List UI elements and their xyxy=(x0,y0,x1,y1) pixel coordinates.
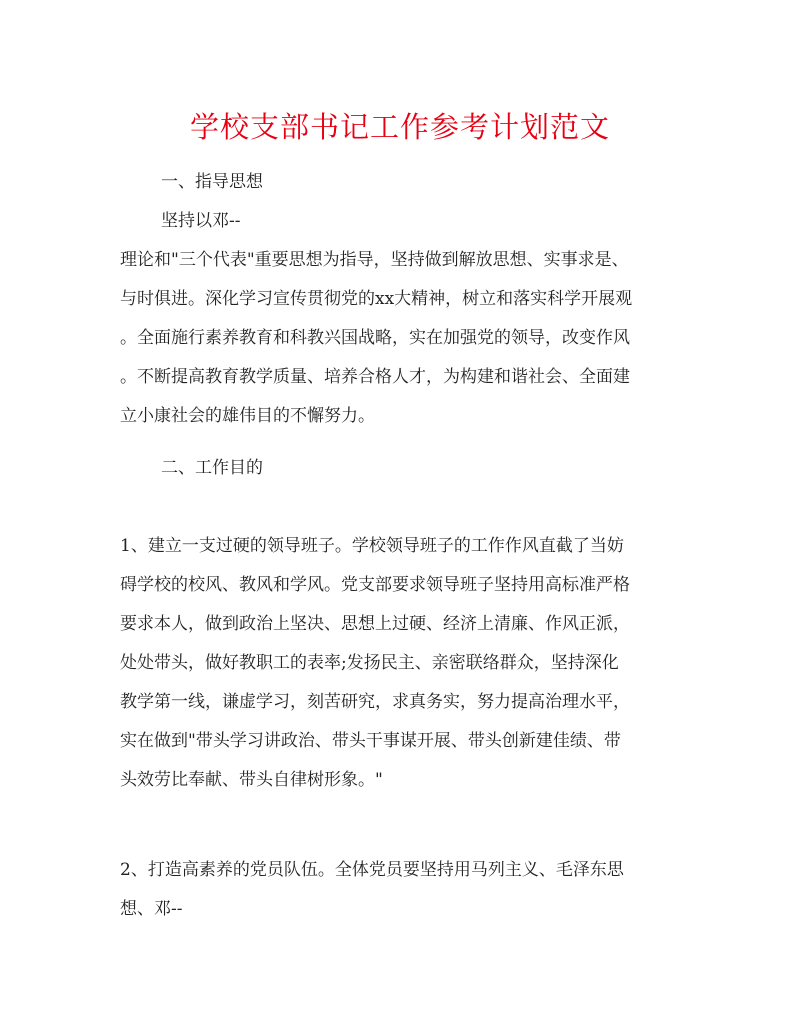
section-heading-work-goals: 二、工作目的 xyxy=(161,458,263,478)
paragraph-line: 想、邓-- xyxy=(120,899,183,919)
paragraph-line: 2、打造高素养的党员队伍。全体党员要坚持用马列主义、毛泽东思 xyxy=(120,860,624,880)
paragraph-line: 1、建立一支过硬的领导班子。学校领导班子的工作作风直截了当妨 xyxy=(120,536,624,556)
paragraph-line: 实在做到"带头学习讲政治、带头干事谋开展、带头创新建佳绩、带 xyxy=(120,731,621,751)
paragraph-line: 教学第一线，谦虚学习，刻苦研究，求真务实，努力提高治理水平， xyxy=(120,692,630,712)
paragraph-line: 。不断提高教育教学质量、培养合格人才，为构建和谐社会、全面建 xyxy=(120,367,630,387)
paragraph-line: 碍学校的校风、教风和学风。党支部要求领导班子坚持用高标准严格 xyxy=(120,575,630,595)
paragraph-line: 。全面施行素养教育和科教兴国战略，实在加强党的领导，改变作风 xyxy=(120,328,630,348)
paragraph-line: 要求本人，做到政治上坚决、思想上过硬、经济上清廉、作风正派， xyxy=(120,614,630,634)
paragraph-line: 处处带头，做好教职工的表率;发扬民主、亲密联络群众，坚持深化 xyxy=(120,653,619,673)
section-heading-guiding-ideology: 一、指导思想 xyxy=(161,172,263,192)
paragraph-line: 与时俱进。深化学习宣传贯彻党的xx大精神，树立和落实科学开展观 xyxy=(120,289,633,309)
paragraph-line: 理论和"三个代表"重要思想为指导，坚持做到解放思想、实事求是、 xyxy=(120,250,629,270)
paragraph-line: 坚持以邓-- xyxy=(161,211,241,231)
paragraph-line: 立小康社会的雄伟目的不懈努力。 xyxy=(120,406,375,426)
document-title: 学校支部书记工作参考计划范文 xyxy=(189,110,610,144)
paragraph-line: 头效劳比奉献、带头自律树形象。" xyxy=(120,770,383,790)
